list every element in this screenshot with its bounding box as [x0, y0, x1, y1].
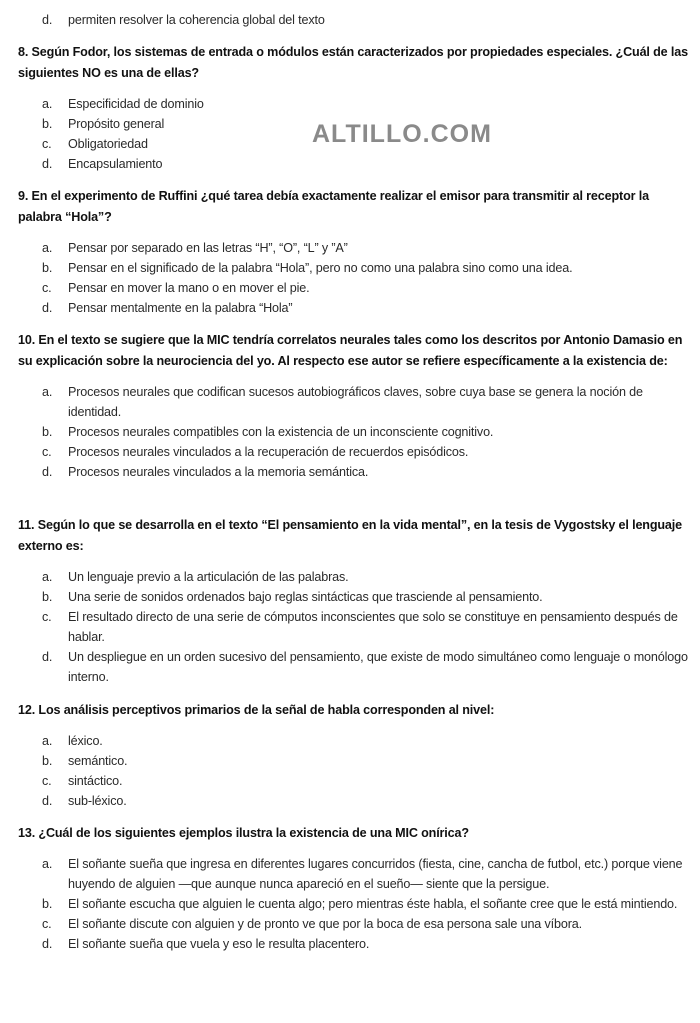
option-text: Encapsulamiento: [68, 157, 163, 171]
option-text: Procesos neurales vinculados a la recuperación de recuerdos episódicos.: [68, 445, 469, 459]
option-list: [18, 382, 693, 482]
option-letter: d.: [42, 794, 53, 808]
option-item: [18, 791, 693, 811]
option-item: [18, 278, 693, 298]
option-item: [18, 298, 693, 318]
option-list: [18, 731, 693, 811]
watermark: ALTILLO.COM: [312, 120, 492, 148]
option-text: El soñante sueña que vuela y eso le resulta placentero.: [68, 937, 370, 951]
option-letter: c.: [42, 610, 52, 624]
option-list: [18, 238, 693, 318]
option-item: [18, 382, 693, 422]
question-9: [18, 186, 693, 318]
previous-question-tail: [18, 10, 693, 30]
question-title: 10. En el texto se sugiere que la MIC tendría correlatos neurales tales como los descritos por Antonio Damasio en su explicación sobre la neurociencia del yo. Al respecto ese autor se refiere específicamente a la existencia de:: [18, 333, 683, 368]
option-text: Obligatoriedad: [68, 137, 148, 151]
option-item: [18, 751, 693, 771]
option-letter: a.: [42, 734, 53, 748]
option-text: semántico.: [68, 754, 128, 768]
option-text: Procesos neurales vinculados a la memoria semántica.: [68, 465, 369, 479]
option-letter: a.: [42, 241, 53, 255]
option-text: El soñante escucha que alguien le cuenta algo; pero mientras éste habla, el soñante cree que le está mintiendo.: [68, 897, 678, 911]
option-item: [18, 238, 693, 258]
option-item: [18, 10, 693, 30]
question-title: 9. En el experimento de Ruffini ¿qué tarea debía exactamente realizar el emisor para transmitir al receptor la palabra “Hola”?: [18, 189, 649, 224]
option-letter: d.: [42, 157, 53, 171]
option-text: Un lenguaje previo a la articulación de las palabras.: [68, 570, 349, 584]
option-item: [18, 462, 693, 482]
option-letter: a.: [42, 857, 53, 871]
option-text: Procesos neurales que codifican sucesos autobiográficos claves, sobre cuya base se genera la noción de identidad.: [68, 385, 643, 419]
option-text: sub-léxico.: [68, 794, 127, 808]
question-title: 12. Los análisis perceptivos primarios de la señal de habla corresponden al nivel:: [18, 703, 495, 717]
option-item: [18, 771, 693, 791]
option-text: Especificidad de dominio: [68, 97, 204, 111]
option-letter: b.: [42, 117, 53, 131]
option-letter: c.: [42, 774, 52, 788]
option-letter: b.: [42, 754, 53, 768]
option-letter: d.: [42, 937, 53, 951]
option-item: [18, 914, 693, 934]
option-item: [18, 154, 693, 174]
option-item: [18, 647, 693, 687]
option-item: [18, 854, 693, 894]
option-text: Procesos neurales compatibles con la existencia de un inconsciente cognitivo.: [68, 425, 494, 439]
option-letter: c.: [42, 281, 52, 295]
option-text: Pensar mentalmente en la palabra “Hola”: [68, 301, 293, 315]
option-text: Pensar por separado en las letras “H”, “O”, “L” y ”A”: [68, 241, 348, 255]
option-text: Pensar en el significado de la palabra “Hola”, pero no como una palabra sino como una idea.: [68, 261, 573, 275]
option-text: Propósito general: [68, 117, 165, 131]
option-text: Pensar en mover la mano o en mover el pie.: [68, 281, 310, 295]
option-item: [18, 258, 693, 278]
option-letter: d.: [42, 465, 53, 479]
option-letter: b.: [42, 261, 53, 275]
question-title: 13. ¿Cuál de los siguientes ejemplos ilustra la existencia de una MIC onírica?: [18, 826, 469, 840]
option-letter: a.: [42, 97, 53, 111]
option-item: [18, 894, 693, 914]
option-letter: c.: [42, 445, 52, 459]
question-12: [18, 700, 693, 811]
option-letter: a.: [42, 570, 53, 584]
option-text: El soñante discute con alguien y de pronto ve que por la boca de esa persona sale una víbora.: [68, 917, 582, 931]
option-text: El soñante sueña que ingresa en diferentes lugares concurridos (fiesta, cine, cancha de futbol, etc.) porque viene huyendo de alguien —que aunque nunca apareció en el sueño— siente que la persigue.: [68, 857, 683, 891]
option-letter: b.: [42, 590, 53, 604]
option-list: [18, 854, 693, 954]
option-item: [18, 567, 693, 587]
option-item: [18, 94, 693, 114]
option-list: [18, 567, 693, 687]
option-list: [18, 10, 693, 30]
option-text: El resultado directo de una serie de cómputos inconscientes que solo se constituye en pensamiento después de hablar.: [68, 610, 678, 644]
question-8: [18, 42, 693, 174]
option-item: [18, 607, 693, 647]
option-item: [18, 934, 693, 954]
option-item: [18, 422, 693, 442]
option-text: permiten resolver la coherencia global del texto: [68, 13, 325, 27]
option-letter: a.: [42, 385, 53, 399]
option-letter: d.: [42, 650, 53, 664]
question-13: [18, 823, 693, 954]
option-text: sintáctico.: [68, 774, 123, 788]
option-letter: c.: [42, 137, 52, 151]
question-10: [18, 330, 693, 482]
option-item: [18, 587, 693, 607]
option-text: Una serie de sonidos ordenados bajo reglas sintácticas que trasciende al pensamiento.: [68, 590, 543, 604]
question-title: 8. Según Fodor, los sistemas de entrada o módulos están caracterizados por propiedades especiales. ¿Cuál de las siguientes NO es una de ellas?: [18, 45, 688, 80]
option-letter: b.: [42, 425, 53, 439]
option-letter: d.: [42, 13, 53, 27]
question-11: [18, 515, 693, 687]
option-letter: d.: [42, 301, 53, 315]
option-item: [18, 731, 693, 751]
option-item: [18, 442, 693, 462]
option-text: léxico.: [68, 734, 103, 748]
option-letter: c.: [42, 917, 52, 931]
option-text: Un despliegue en un orden sucesivo del pensamiento, que existe de modo simultáneo como lenguaje o monólogo interno.: [68, 650, 688, 684]
option-letter: b.: [42, 897, 53, 911]
question-title: 11. Según lo que se desarrolla en el texto “El pensamiento en la vida mental”, en la tesis de Vygostsky el lenguaje externo es:: [18, 518, 682, 553]
